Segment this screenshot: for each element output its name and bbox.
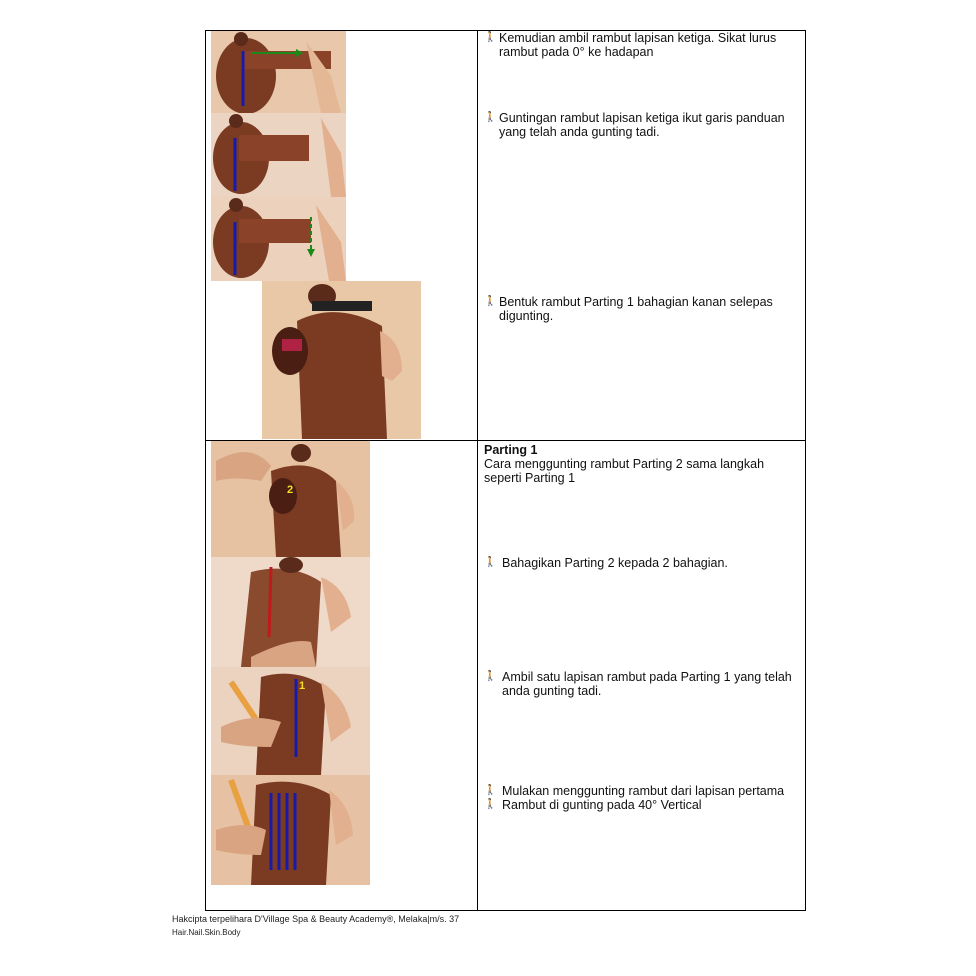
step-text: Bahagikan Parting 2 kepada 2 bahagian. <box>502 556 728 570</box>
step-bullet <box>484 31 799 59</box>
bullet-person-icon: 🚶 <box>484 671 497 682</box>
bullet-person-icon: 🚶 <box>484 32 497 43</box>
parting-label-2: 2 <box>287 484 294 496</box>
section-heading: Parting 1 <box>484 443 538 457</box>
step-text: Kemudian ambil rambut lapisan ketiga. Sikat lurus rambut pada 0° ke hadapan <box>499 31 777 59</box>
parting-label-1: 1 <box>299 680 306 692</box>
bullet-person-icon: 🚶 <box>484 557 497 568</box>
photo-parting2-divide <box>211 441 370 557</box>
photo-parting1-layer <box>211 667 370 775</box>
photo-parting1-result <box>262 281 421 439</box>
bullet-person-icon: 🚶 <box>484 799 497 810</box>
step-text: Ambil satu lapisan rambut pada Parting 1 yang telah anda gunting tadi. <box>502 670 792 698</box>
step-bullet <box>484 556 799 570</box>
bullet-person-icon: 🚶 <box>484 112 497 123</box>
section-intro-text: Cara menggunting rambut Parting 2 sama langkah seperti Parting 1 <box>484 457 765 485</box>
photo-section-cut-down <box>211 197 346 281</box>
footer-tagline: Hair.Nail.Skin.Body <box>172 928 241 937</box>
section-intro <box>484 443 799 485</box>
photo-section-brush-front <box>211 31 346 113</box>
step-text: Guntingan rambut lapisan ketiga ikut garis panduan yang telah anda gunting tadi. <box>499 111 785 139</box>
bullet-person-icon: 🚶 <box>484 296 497 307</box>
photo-section-cut-guide <box>211 113 346 197</box>
instruction-table <box>205 30 806 911</box>
step-bullet <box>484 295 799 323</box>
step-bullet <box>484 670 802 698</box>
step-bullet <box>484 111 799 139</box>
photo-cut-40-vertical <box>211 775 370 885</box>
step-bullet <box>484 798 802 812</box>
step-bullet <box>484 784 802 798</box>
step-text: Rambut di gunting pada 40° Vertical <box>502 798 702 812</box>
step-text: Bentuk rambut Parting 1 bahagian kanan selepas digunting. <box>499 295 773 323</box>
step-text: Mulakan menggunting rambut dari lapisan pertama <box>502 784 785 798</box>
bullet-person-icon: 🚶 <box>484 785 497 796</box>
footer-copyright: Hakcipta terpelihara D'Village Spa & Beauty Academy®, Melaka|m/s. 37 <box>172 914 460 924</box>
photo-parting2-vertical <box>211 557 370 667</box>
column-divider <box>477 31 478 910</box>
